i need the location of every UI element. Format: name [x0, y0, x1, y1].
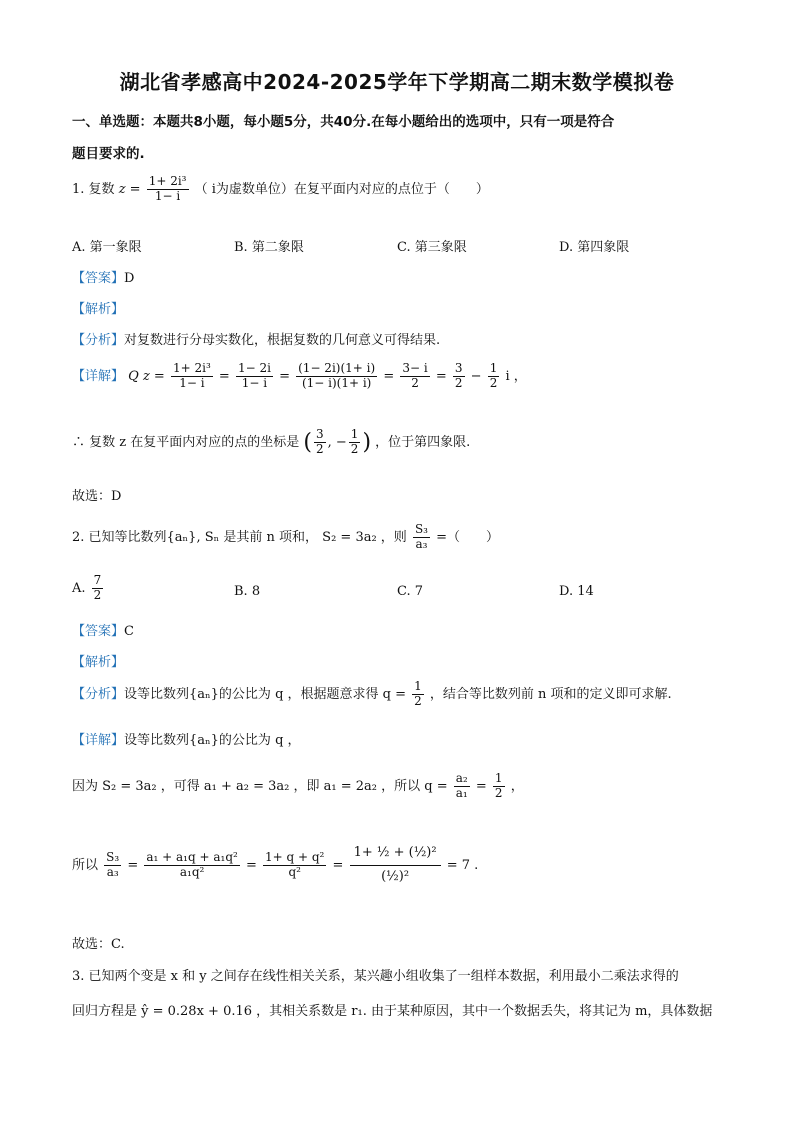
- q1-concl-post: ，位于第四象限.: [375, 434, 471, 450]
- q1-xj-frac3: [296, 362, 377, 391]
- q1-concl-c1-num: 3: [315, 427, 324, 441]
- q1-frac-den: 1− i: [154, 188, 181, 203]
- q2-cond: S₂ = 3a₂ ，则: [322, 529, 407, 545]
- q1-option-a: A. 第一象限: [72, 240, 142, 255]
- q1-xj-frac5: [453, 362, 465, 391]
- q2-fenxi-pre: 设等比数列{aₙ}的公比为 q ，根据题意求得 q =: [124, 686, 406, 702]
- q1-frac-num: 1+ 2i³: [148, 174, 187, 188]
- q2-answer-tag: 【答案】: [72, 624, 125, 639]
- page-title: 湖北省孝感高中2024-2025学年下学期高二期末数学模拟卷: [119, 70, 675, 94]
- q2-option-b: B. 8: [234, 584, 261, 599]
- q1-xj-f1-den: 1− i: [179, 375, 205, 390]
- q2-line3-frac3: [263, 851, 326, 880]
- q1-concl-frac2: [349, 428, 361, 457]
- q2-option-a-label: A.: [72, 580, 86, 596]
- q1-xiangjie-line: [72, 362, 527, 391]
- q2-frac-num: S₃: [414, 522, 428, 536]
- q2-line2-f2-num: 1: [494, 771, 503, 785]
- q1-fraction: [147, 175, 189, 204]
- q2-line2-pre: 因为 S₂ = 3a₂ ，可得 a₁ + a₂ = 3a₂ ，即 a₁ = 2a₂ ，所以 q =: [72, 778, 448, 794]
- q1-prefix: 1. 复数: [72, 181, 115, 197]
- q2-option-a: [72, 574, 105, 603]
- q2-analysis-tag: 【解析】: [72, 655, 125, 670]
- q2-line3-f3-num: 1+ q + q²: [265, 850, 325, 865]
- q2-line3-frac2: [144, 851, 239, 880]
- q1-xj-q: Q z =: [128, 368, 165, 384]
- q2-guxuan: 故选：C.: [72, 937, 125, 952]
- q1-xj-eq2: =: [279, 368, 290, 384]
- q1-xiangjie-tag: 【详解】: [72, 368, 125, 384]
- q2-line3-f4-num: 1+ ½ + (½)²: [350, 842, 441, 866]
- section-heading-line1: 一、单选题：本题共8小题，每小题5分，共40分.在每小题给出的选项中，只有一项是符合: [72, 114, 615, 130]
- q2-fenxi-num: 1: [414, 679, 422, 693]
- q2-option-d: D. 14: [559, 584, 594, 599]
- q2-line2-f1-num: a₂: [455, 771, 468, 785]
- q2-stem: [72, 523, 499, 552]
- q1-xj-f2-num: 1− 2i: [237, 361, 271, 375]
- q1-xj-f4-num: 3− i: [402, 361, 428, 375]
- q1-concl-close: ): [362, 429, 372, 455]
- q1-xj-frac6: [488, 362, 500, 391]
- q2-fenxi-post: ，结合等比数列前 n 项和的定义即可求解.: [429, 686, 672, 702]
- q1-fenxi-line: [72, 329, 440, 348]
- q1-concl-open: (: [303, 429, 312, 455]
- q2-line2-f1-den: a₁: [455, 785, 468, 800]
- q1-xj-frac4: [400, 362, 429, 391]
- q2-stem-pre: 2. 已知等比数列{aₙ}, Sₙ 是其前 n 项和，: [72, 529, 319, 545]
- section-heading-line2: 题目要求的.: [72, 146, 145, 162]
- q2-line3-f4-den: (½)²: [381, 868, 410, 884]
- q2-fenxi-tag: 【分析】: [72, 686, 125, 702]
- q2-line3: [72, 842, 478, 889]
- q2-fenxi-den: 2: [414, 693, 422, 708]
- q2-line2: [72, 772, 524, 801]
- q1-conclusion: [72, 428, 470, 457]
- q1-xj-minus: −: [470, 368, 482, 384]
- q1-fenxi-tag: 【分析】: [72, 333, 125, 348]
- q2-answer: C: [124, 624, 134, 639]
- q3-line2: 回归方程是 ŷ = 0.28x + 0.16 ，其相关系数是 r₁. 由于某种原因，其中一个数据丢失，将其记为 m，具体数据: [72, 1004, 713, 1019]
- q2-line3-eq1: =: [127, 857, 139, 873]
- q1-analysis-tag: 【解析】: [72, 302, 125, 317]
- q1-option-c: C. 第三象限: [397, 240, 467, 255]
- q2-line3-f2-num: a₁ + a₁q + a₁q²: [146, 850, 238, 865]
- q1-concl-c2-den: 2: [350, 441, 359, 456]
- q1-answer: D: [124, 271, 135, 286]
- q1-xj-f5-den: 2: [454, 375, 463, 390]
- q1-xj-f6-den: 2: [489, 375, 498, 390]
- q2-line3-f1-den: a₃: [106, 864, 119, 879]
- q2-option-a-frac: [92, 574, 104, 603]
- q2-fenxi-frac: [412, 680, 424, 709]
- q2-line2-post: ，: [510, 778, 524, 794]
- q1-xj-eq4: =: [435, 368, 447, 384]
- q2-line2-eq: =: [475, 778, 487, 794]
- q2-line2-f2-den: 2: [494, 785, 503, 800]
- q1-concl-pre: ∴ 复数 z 在复平面内对应的点的坐标是: [72, 434, 300, 450]
- q1-fenxi: 对复数进行分母实数化，根据复数的几何意义可得结果.: [124, 333, 441, 348]
- q2-line3-eq3: =: [332, 857, 344, 873]
- q2-line3-f2-den: a₁q²: [179, 864, 205, 879]
- q2-line3-f3-den: q²: [288, 864, 301, 879]
- q2-line3-frac1: [104, 851, 121, 880]
- q1-concl-c2-num: 1: [350, 427, 359, 441]
- q1-xj-tail: i ，: [505, 368, 527, 384]
- q2-line3-eq2: =: [245, 857, 257, 873]
- q2-option-a-num: 7: [93, 573, 102, 587]
- q2-frac: [413, 523, 430, 552]
- q1-stem: [72, 175, 489, 204]
- q2-line2-frac2: [493, 772, 505, 801]
- q1-stem-text: （ i为虚数单位）在复平面内对应的点位于（ ）: [194, 181, 489, 197]
- q2-line3-pre: 所以: [72, 857, 99, 873]
- q1-option-d: D. 第四象限: [559, 240, 630, 255]
- q1-xj-eq3: =: [383, 368, 395, 384]
- q1-xj-f6-num: 1: [489, 361, 498, 375]
- q1-concl-frac1: [314, 428, 326, 457]
- q1-option-b: B. 第二象限: [234, 240, 304, 255]
- q2-stem-post: =（ ）: [436, 529, 500, 545]
- q2-xiangjie: 设等比数列{aₙ}的公比为 q ，: [124, 733, 301, 748]
- q1-concl-c1-den: 2: [315, 441, 324, 456]
- q2-option-a-den: 2: [93, 587, 102, 602]
- q2-answer-line: [72, 620, 134, 639]
- q3-line1: 3. 已知两个变是 x 和 y 之间存在线性相关关系，某兴趣小组收集了一组样本数据，利用最小二乘法求得的: [72, 969, 679, 984]
- q1-answer-line: [72, 267, 134, 286]
- q1-xj-f3-num: (1− 2i)(1+ i): [298, 361, 376, 375]
- q2-frac-den: a₃: [415, 536, 428, 551]
- q2-line3-frac4: [350, 842, 441, 889]
- q2-line3-post: = 7 .: [446, 857, 479, 873]
- q1-xj-f1-num: 1+ 2i³: [172, 361, 211, 375]
- q1-answer-tag: 【答案】: [72, 271, 125, 286]
- q2-option-c: C. 7: [397, 584, 424, 599]
- q1-xj-f2-den: 1− i: [241, 375, 268, 390]
- q2-line3-f1-num: S₃: [106, 850, 120, 865]
- q1-lhs: z =: [118, 181, 141, 197]
- q1-concl-comma: , −: [327, 434, 347, 450]
- q1-xj-f3-den: (1− i)(1+ i): [301, 375, 372, 390]
- q1-xj-f5-num: 3: [454, 361, 463, 375]
- q2-xiangjie-line: [72, 729, 301, 748]
- q1-xj-frac1: [171, 362, 213, 391]
- q1-xj-eq1: =: [218, 368, 230, 384]
- q2-fenxi-line: [72, 680, 672, 709]
- q1-guxuan: 故选：D: [72, 489, 122, 504]
- q2-xiangjie-tag: 【详解】: [72, 733, 125, 748]
- q1-xj-f4-den: 2: [411, 375, 419, 390]
- q1-xj-frac2: [236, 362, 273, 391]
- q2-line2-frac1: [454, 772, 470, 801]
